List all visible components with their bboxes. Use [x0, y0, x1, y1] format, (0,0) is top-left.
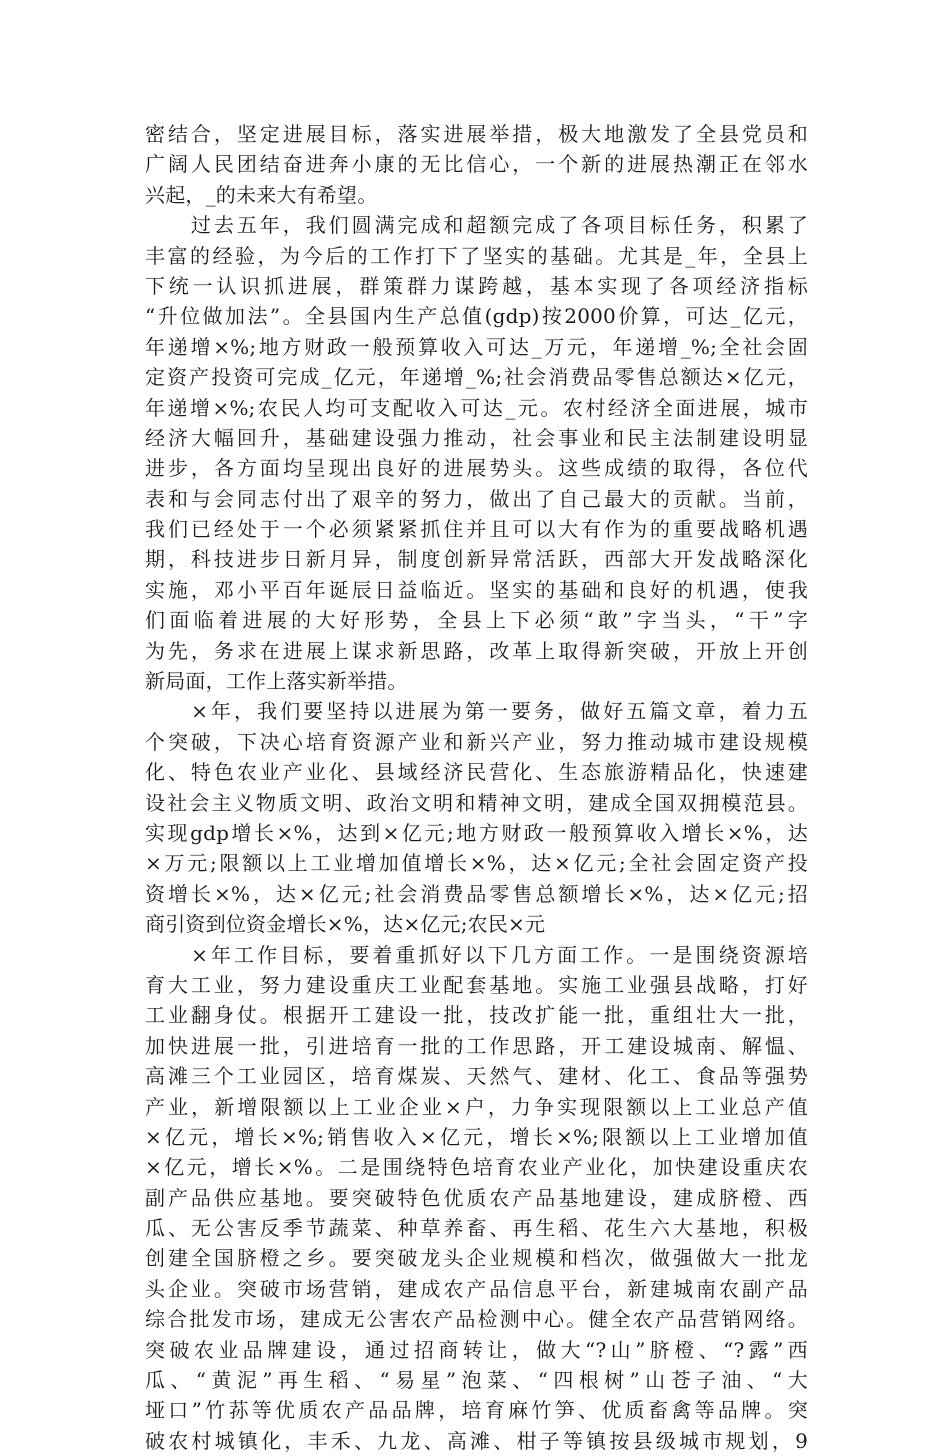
text-line: 丰富的经验，为今后的工作打下了坚实的基础。尤其是_年，全县上 — [145, 243, 808, 268]
text-line: 创建全国脐橙之乡。要突破龙头企业规模和档次，做强做大一批龙 — [145, 1246, 808, 1271]
text-line: 经济大幅回升，基础建设强力推动，社会事业和民主法制建设明显 — [145, 425, 808, 450]
text-line: 新局面，工作上落实新举措。 — [145, 669, 408, 694]
text-line: 设社会主义物质文明、政治文明和精神文明，建成全国双拥模范县。 — [145, 790, 808, 815]
text-line: 们面临着进展的大好形势，全县上下必须“敢”字当头，“干”字 — [145, 608, 808, 633]
text-line: 瓜、无公害反季节蔬菜、种草养畜、再生稻、花生六大基地，积极 — [145, 1216, 808, 1241]
text-line: ×亿元，增长×%。二是围绕特色培育农业产业化，加快建设重庆农 — [145, 1155, 808, 1180]
text-line: 表和与会同志付出了艰辛的努力，做出了自己最大的贡献。当前， — [145, 486, 808, 511]
text-line: 下统一认识抓进展，群策群力谋跨越，基本实现了各项经济指标 — [145, 273, 808, 298]
text-line: 工业翻身仗。根据开工建设一批，技改扩能一批，重组壮大一批， — [145, 1003, 808, 1028]
text-line: 商引资到位资金增长×%，达×亿元;农民×元 — [145, 912, 546, 937]
text-line: 进步，各方面均呈现出良好的进展势头。这些成绩的取得，各位代 — [145, 456, 808, 481]
text-line: 为先，务求在进展上谋求新思路，改革上取得新突破，开放上开创 — [145, 638, 808, 663]
text-line: 个突破，下决心培育资源产业和新兴产业，努力推动城市建设规模 — [145, 729, 808, 754]
text-line: 化、特色农业产业化、县域经济民营化、生态旅游精品化，快速建 — [145, 760, 808, 785]
text-line: 加快进展一批，引进培育一批的工作思路，开工建设城南、解愠、 — [145, 1033, 808, 1058]
text-line: 副产品供应基地。要突破特色优质农产品基地建设，建成脐橙、西 — [145, 1185, 808, 1210]
text-line: ×亿元，增长×%;销售收入×亿元，增长×%;限额以上工业增加值 — [145, 1124, 808, 1149]
text-line: 我们已经处于一个必须紧紧抓住并且可以大有作为的重要战略机遇 — [145, 517, 808, 542]
text-line: 期，科技进步日新月异，制度创新异常活跃，西部大开发战略深化 — [145, 547, 808, 572]
text-line: 突破农业品牌建设，通过招商转让，做大“?山”脐橙、“?露”西 — [145, 1337, 808, 1362]
text-line: 综合批发市场，建成无公害农产品检测中心。健全农产品营销网络。 — [145, 1307, 808, 1332]
text-line: 广阔人民团结奋进奔小康的无比信心，一个新的进展热潮正在邻水 — [145, 152, 808, 177]
text-line: 育大工业，努力建设重庆工业配套基地。实施工业强县战略，打好 — [145, 972, 808, 997]
body-text — [145, 119, 808, 1456]
text-line: 兴起，_的未来大有希望。 — [145, 182, 378, 207]
text-line: 年递增×%;地方财政一般预算收入可达_万元，年递增_%;全社会固 — [145, 334, 808, 359]
text-line: 实施，邓小平百年诞辰日益临近。坚实的基础和良好的机遇，使我 — [145, 577, 808, 602]
text-line: 过去五年，我们圆满完成和超额完成了各项目标任务，积累了 — [145, 213, 808, 238]
text-line: 实现gdp增长×%，达到×亿元;地方财政一般预算收入增长×%，达 — [145, 820, 808, 845]
text-line: ×年工作目标，要着重抓好以下几方面工作。一是围绕资源培 — [145, 942, 808, 967]
text-line: 年递增×%;农民人均可支配收入可达_元。农村经济全面进展，城市 — [145, 395, 808, 420]
text-line: 破农村城镇化，丰禾、九龙、高滩、柑子等镇按县级城市规划，9 — [145, 1428, 808, 1453]
text-line: ×万元;限额以上工业增加值增长×%，达×亿元;全社会固定资产投 — [145, 851, 808, 876]
text-line: 密结合，坚定进展目标，落实进展举措，极大地激发了全县党员和 — [145, 122, 808, 146]
text-line: 定资产投资可完成_亿元，年递增_%;社会消费品零售总额达×亿元， — [145, 365, 808, 390]
text-line: 垭口”竹荪等优质农产品品牌，培育麻竹笋、优质畜禽等品牌。突 — [145, 1398, 808, 1423]
text-line: ×年，我们要坚持以进展为第一要务，做好五篇文章，着力五 — [145, 699, 808, 724]
text-line: 资增长×%，达×亿元;社会消费品零售总额增长×%，达×亿元;招 — [145, 881, 808, 906]
text-line: 瓜、“黄泥”再生稻、“易星”泡菜、“四根树”山苍子油、“大 — [145, 1368, 808, 1393]
text-line: 产业，新增限额以上工业企业×户，力争实现限额以上工业总产值 — [145, 1094, 808, 1119]
text-line: 高滩三个工业园区，培育煤炭、天然气、建材、化工、食品等强势 — [145, 1064, 808, 1089]
text-line: “升位做加法”。全县国内生产总值(gdp)按2000价算，可达_亿元， — [145, 304, 808, 329]
text-line: 头企业。突破市场营销，建成农产品信息平台，新建城南农副产品 — [145, 1276, 808, 1301]
